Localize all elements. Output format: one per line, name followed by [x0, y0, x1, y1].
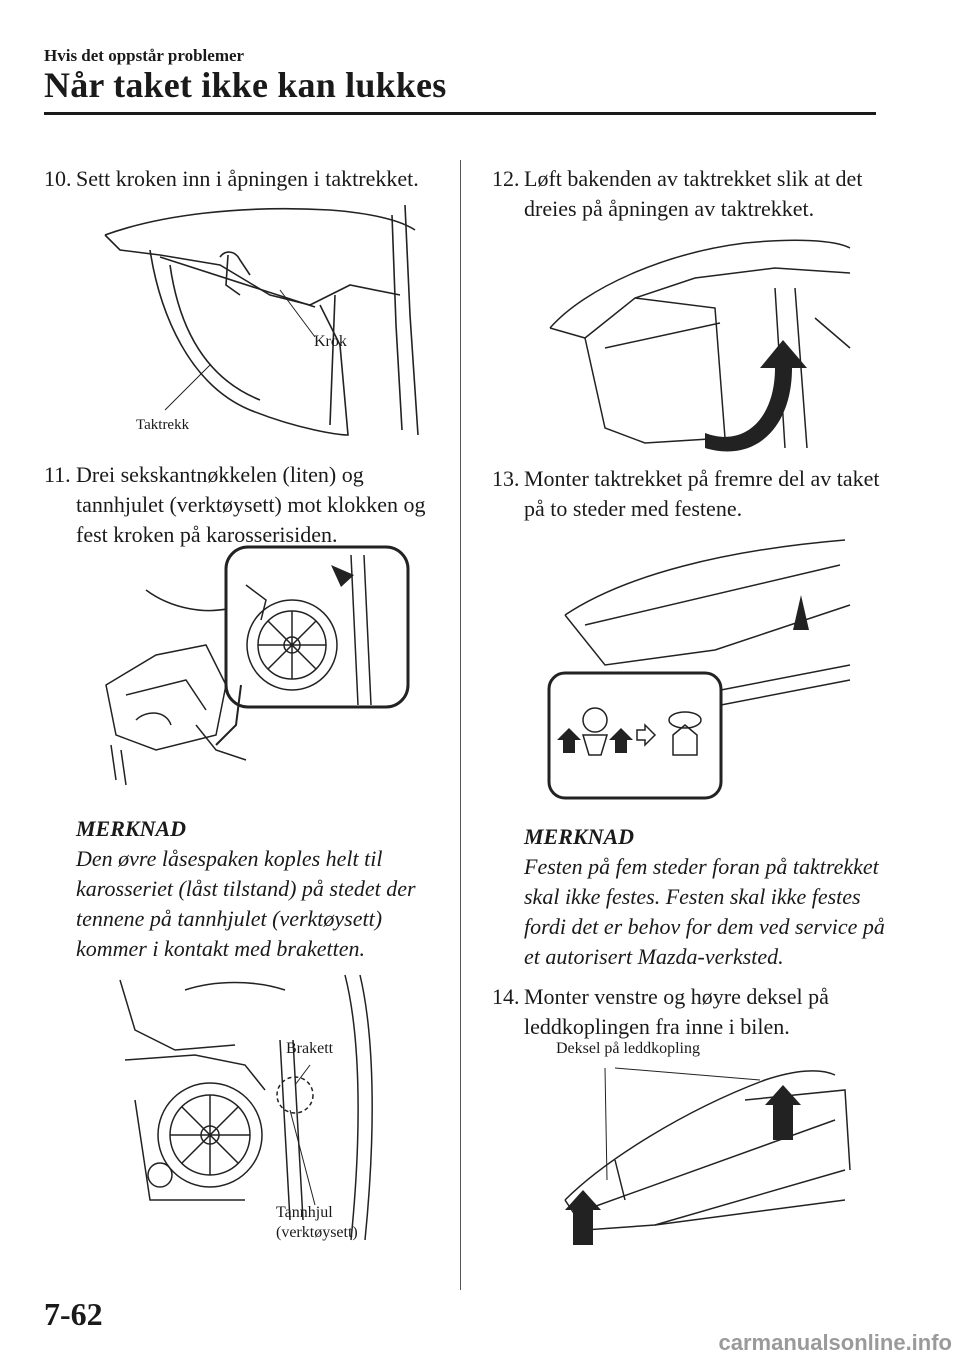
step-14: [492, 982, 902, 1042]
note-2: [524, 822, 904, 972]
note-text: Festen på fem steder foran på taktrekket skal ikke festes. Festen skal ikke festes fordi det er behov for dem ved service på et autorisert Mazda-verksted.: [524, 854, 885, 969]
label-taktrekk: Taktrekk: [136, 417, 190, 433]
label-tannhjul: Tannhjul: [276, 1204, 333, 1221]
figure-hook-roof-panel: [100, 195, 430, 445]
column-divider: [460, 160, 461, 1290]
page-number: 7-62: [44, 1296, 103, 1332]
step-number: 12.: [492, 166, 520, 191]
figure-clip-install: [545, 535, 855, 805]
figure-lift-panel: [545, 228, 855, 458]
step-12: [492, 164, 902, 224]
step-13: [492, 464, 902, 524]
label-deksel: Deksel på leddkopling: [556, 1040, 700, 1057]
figure-joint-cover: [545, 1060, 855, 1245]
note-text: Den øvre låsespaken koples helt til karosseriet (låst tilstand) på stedet der tennene på tannhjulet (verktøysett) kommer i kontakt med braketten.: [76, 846, 416, 961]
step-text: Løft bakenden av taktrekket slik at det dreies på åpningen av taktrekket.: [524, 166, 863, 221]
watermark: carmanualsonline.info: [718, 1330, 952, 1355]
step-number: 13.: [492, 466, 520, 491]
section-label: Hvis det oppstår problemer: [44, 46, 245, 65]
label-krok: Krok: [314, 333, 347, 350]
step-text: Monter taktrekket på fremre del av taket på to steder med festene.: [524, 466, 880, 521]
step-text: Drei sekskantnøkkelen (liten) og tannhjulet (verktøysett) mot klokken og fest kroken på karosserisiden.: [76, 462, 426, 547]
note-heading: MERKNAD: [524, 824, 635, 849]
step-number: 10.: [44, 166, 72, 191]
note-1: [76, 814, 456, 964]
figure-hex-key-gear: [96, 545, 412, 790]
label-brakett: Brakett: [286, 1040, 334, 1057]
step-11: [44, 460, 454, 550]
figure-bracket-gear: [115, 970, 385, 1245]
step-10: [44, 164, 454, 194]
step-number: 14.: [492, 984, 520, 1009]
note-heading: MERKNAD: [76, 816, 187, 841]
step-text: Sett kroken inn i åpningen i taktrekket.: [76, 166, 419, 191]
step-text: Monter venstre og høyre deksel på leddkoplingen fra inne i bilen.: [524, 984, 829, 1039]
label-verktoysett: (verktøysett): [276, 1224, 358, 1241]
step-number: 11.: [44, 462, 71, 487]
title-rule: [44, 112, 876, 115]
page-title: Når taket ikke kan lukkes: [44, 65, 447, 105]
